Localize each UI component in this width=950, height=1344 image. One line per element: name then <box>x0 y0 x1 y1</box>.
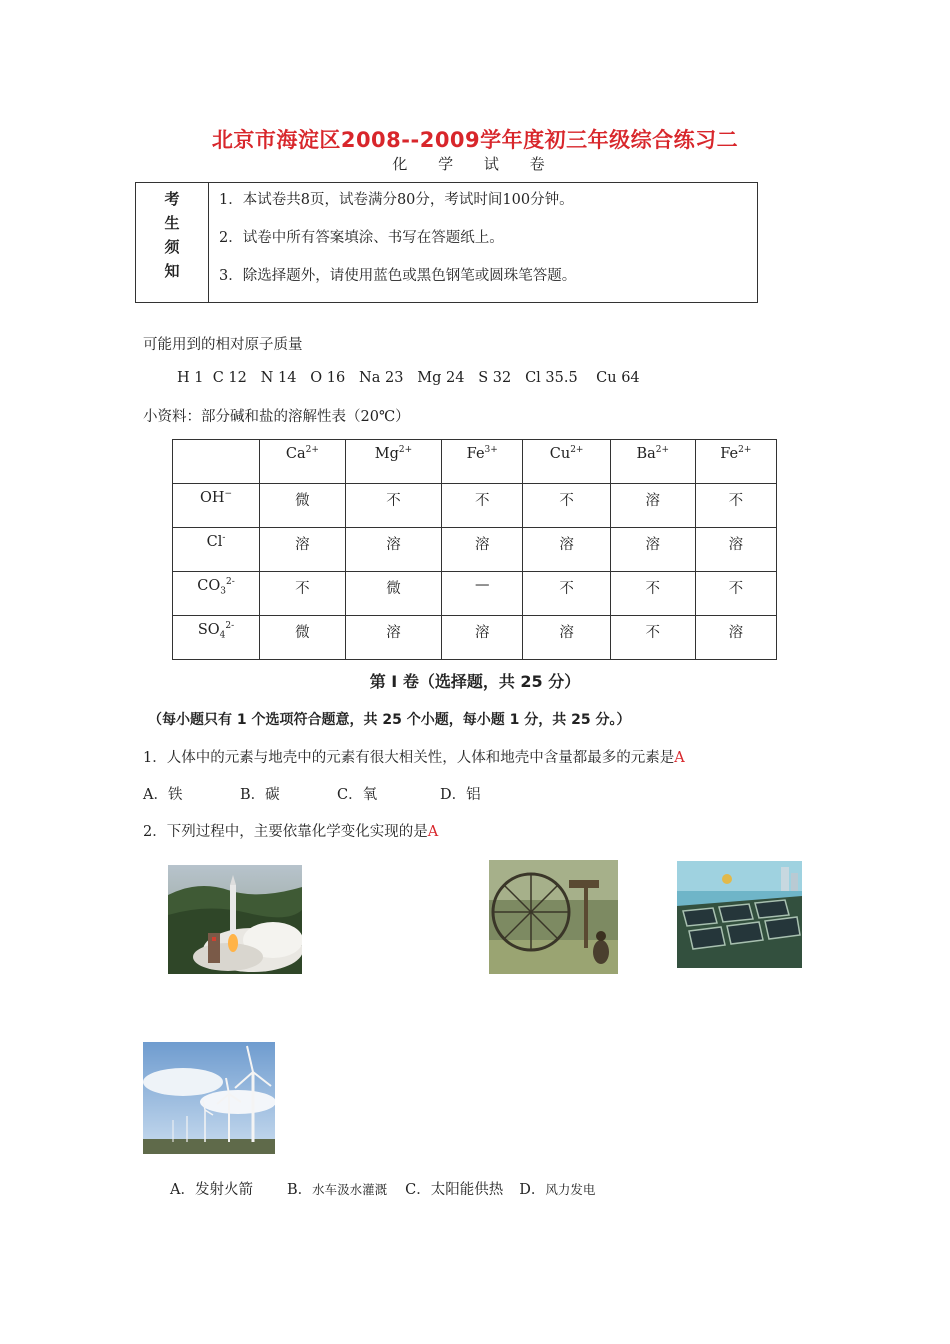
notice-item: 1．本试卷共8页，试卷满分80分，考试时间100分钟。 <box>219 192 574 208</box>
q2-options <box>170 1178 595 1199</box>
anion-header: Cl- <box>173 528 260 572</box>
table-cell: 溶 <box>260 528 346 572</box>
option-letter: C． <box>405 1182 431 1198</box>
table-row <box>173 572 777 616</box>
table-cell: 溶 <box>523 528 610 572</box>
table-cell: 微 <box>260 616 346 660</box>
table-cell: 不 <box>695 572 776 616</box>
exam-subtitle: 化 学 试 卷 <box>392 155 558 173</box>
anion-header: $SO_4^{2-}$ <box>173 616 260 660</box>
cation-header: $Ba^{2+}$ <box>610 440 695 484</box>
option-text: 太阳能供热 <box>430 1182 504 1198</box>
table-cell: — <box>442 572 523 616</box>
option: B．碳 <box>240 787 280 803</box>
table-cell: 溶 <box>610 484 695 528</box>
notice-label-char: 生 <box>164 214 180 232</box>
question-1 <box>143 746 685 767</box>
table-cell: 微 <box>260 484 346 528</box>
section-instruction: （每小题只有 1 个选项符合题意，共 25 个小题，每小题 1 分，共 25 分。） <box>148 712 631 728</box>
question-stem: 2．下列过程中，主要依靠化学变化实现的是 <box>143 824 428 840</box>
answer-mark: A <box>674 750 685 766</box>
anion-header: $CO_3^{2-}$ <box>173 572 260 616</box>
table-header-row <box>173 440 777 484</box>
table-corner <box>173 440 260 484</box>
atomic-mass-values: H 1 C 12 N 14 O 16 Na 23 Mg 24 S 32 Cl 35.5 Cu 64 <box>177 370 640 386</box>
section-heading: 第 I 卷（选择题，共 25 分） <box>369 672 581 691</box>
q1-options <box>143 783 481 804</box>
option: D．铝 <box>440 787 481 803</box>
table-cell: 溶 <box>345 616 441 660</box>
option: C．氧 <box>337 787 378 803</box>
notice-label-char: 知 <box>164 262 180 280</box>
option-text: 水车汲水灌溉 <box>312 1182 388 1197</box>
solubility-table <box>172 439 777 660</box>
table-cell: 不 <box>523 572 610 616</box>
anion-header: OH− <box>173 484 260 528</box>
option-letter: B． <box>286 1182 313 1198</box>
table-cell: 不 <box>610 572 695 616</box>
table-cell: 不 <box>523 484 610 528</box>
notice-label-char: 考 <box>164 190 180 208</box>
table-cell: 溶 <box>442 528 523 572</box>
table-cell: 溶 <box>523 616 610 660</box>
notice-items <box>209 183 758 303</box>
notice-label-char: 须 <box>164 238 180 256</box>
option-text: 风力发电 <box>545 1182 596 1197</box>
table-row <box>173 528 777 572</box>
table-cell: 不 <box>442 484 523 528</box>
question-2 <box>143 820 438 841</box>
option-text: 发射火箭 <box>194 1182 253 1198</box>
cation-header: $Mg^{2+}$ <box>345 440 441 484</box>
rocket-launch-image <box>168 865 302 974</box>
table-cell: 溶 <box>345 528 441 572</box>
atomic-mass-heading: 可能用到的相对原子质量 <box>143 337 303 353</box>
table-cell: 溶 <box>442 616 523 660</box>
cation-header: $Fe^{2+}$ <box>695 440 776 484</box>
option-letter: A． <box>170 1182 195 1198</box>
water-wheel-image <box>489 860 618 974</box>
solubility-caption: 小资料：部分碱和盐的溶解性表（20℃） <box>143 409 410 425</box>
table-row <box>173 616 777 660</box>
option: A．铁 <box>143 787 183 803</box>
notice-item: 3．除选择题外，请使用蓝色或黑色钢笔或圆珠笔答题。 <box>219 268 577 284</box>
cation-header: $Cu^{2+}$ <box>523 440 610 484</box>
question-stem: 1．人体中的元素与地壳中的元素有很大相关性，人体和地壳中含量都最多的元素是 <box>143 750 675 766</box>
cation-header: $Ca^{2+}$ <box>260 440 346 484</box>
notice-label <box>136 183 209 303</box>
table-cell: 微 <box>345 572 441 616</box>
table-cell: 溶 <box>695 528 776 572</box>
solar-heating-image <box>677 861 802 968</box>
cation-header: $Fe^{3+}$ <box>442 440 523 484</box>
table-cell: 不 <box>695 484 776 528</box>
exam-title: 北京市海淀区2008--2009学年度初三年级综合练习二 <box>211 128 739 152</box>
wind-power-image <box>143 1042 275 1154</box>
answer-mark: A <box>427 824 439 840</box>
table-cell: 不 <box>260 572 346 616</box>
option-letter: D． <box>519 1182 546 1198</box>
table-cell: 不 <box>345 484 441 528</box>
table-cell: 溶 <box>695 616 776 660</box>
table-cell: 溶 <box>610 528 695 572</box>
notice-table <box>135 182 758 303</box>
table-row <box>173 484 777 528</box>
table-cell: 不 <box>610 616 695 660</box>
notice-item: 2．试卷中所有答案填涂、书写在答题纸上。 <box>219 230 504 246</box>
